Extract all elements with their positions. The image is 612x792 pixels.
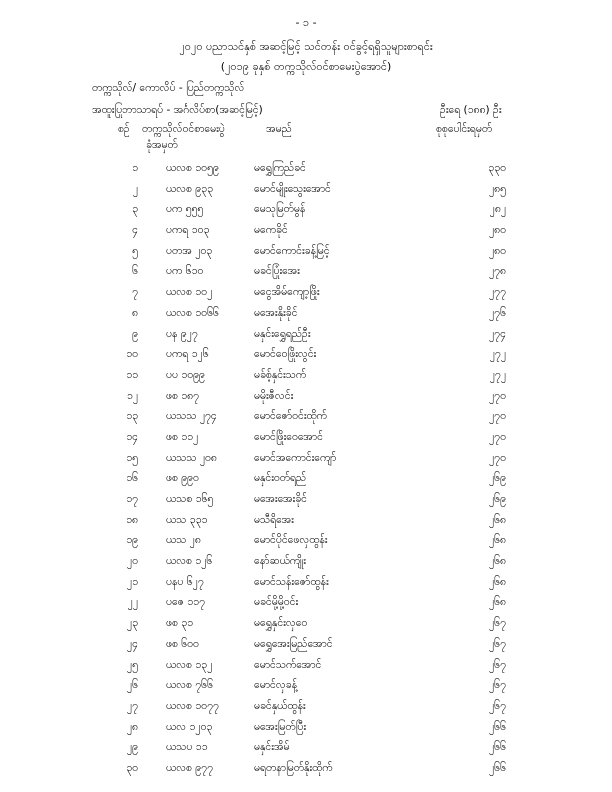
total-score: ၂၆၈ [488,513,506,526]
total-score: ၂၇၀ [489,451,506,464]
student-name: မသီရိအေး [254,513,294,526]
total-score: ၂၇၀ [489,389,506,402]
total-score: ၂၆၆ [489,761,506,774]
table-row [0,245,612,266]
row-number: ၆ [132,265,138,278]
roll-number: ပပ ၁၀၉၉ [166,368,205,381]
table-row [0,514,612,535]
row-number: ၂၇ [126,699,138,712]
total-score: ၂၇၀ [489,430,506,443]
row-number: ၇ [132,286,138,299]
roll-number: ယလစ ၇၆၆ [166,679,213,692]
roll-number: ဖစ ၁၈၇ [166,389,200,402]
student-name: မောင်သက်အောင် [254,658,322,671]
student-name: မောင်မျိုးသွေးအောင် [254,182,331,195]
table-row [0,555,612,576]
row-number: ၄ [132,224,138,237]
document-title: ၂၀၂၀ ပညာသင်နှစ် အဆင့်မြင့် သင်တန်း ဝင်ခွင့်ရရှိသူများစာရင်း [179,40,433,53]
roll-number: ပကရ ၁၂၆ [166,348,209,361]
total-score: ၂၇၇ [489,286,506,299]
roll-number: ပန ၉၂၇ [166,327,198,340]
student-name: မမိုးဇီလင်း [254,389,294,402]
table-row [0,328,612,349]
row-number: ၂၄ [126,637,138,650]
row-number: ၂ [132,182,138,195]
roll-number: ယသစ ၁၆၅ [166,493,214,505]
column-header-no: စဉ် [118,123,130,135]
row-number: ၂၀ [126,555,138,568]
table-row [0,659,612,680]
student-name: မရွှေနှင်းလှဝေ [254,617,308,630]
student-name: မောင်ပိုင်ဖေလှထွန်း [254,534,328,547]
student-name: မောင်ဝေဖြိုးလွင်း [254,348,317,361]
total-score: ၂၆၆ [489,720,506,733]
page-number: - ၁ - [295,16,317,29]
row-number: ၂၈ [126,720,138,733]
column-header-roll-sub: ခုံအမှတ် [146,139,178,151]
roll-number: ယသ ၂၈ [166,534,201,547]
table-row [0,617,612,638]
total-score: ၂၇၈ [488,265,506,278]
row-number: ၁၄ [126,430,138,443]
total-score: ၂၆၈ [488,534,506,547]
roll-number: ဖစ ၁၁၂ [166,430,199,443]
table-row [0,534,612,555]
roll-number: ပက ၅၅၅ [166,203,204,216]
roll-number: ယလစ ၁၀၂ [166,286,213,299]
total-score: ၂၆၇ [489,658,506,671]
roll-number: ယသ ၃၃၁ [166,513,208,526]
total-score: ၂၆၉ [489,493,506,505]
table-row [0,183,612,204]
table-row [0,700,612,721]
roll-number: ပက ၆၁၀ [166,265,204,278]
table-row [0,390,612,411]
table-row [0,162,612,183]
table-row [0,721,612,742]
total-score: ၂၆၉ [489,472,506,485]
roll-number: ယသပ ၁၁ [166,741,208,754]
student-name: မောင်ဖြိုးဝေအောင် [254,430,323,443]
results-table [0,162,612,783]
student-name: မခင်ပြုံးအေး [254,265,300,278]
student-name: မကေခိုင် [254,224,288,237]
total-score: ၂၈၀ [488,224,506,237]
student-name: မခ်စ့်နှင်းသက် [254,368,307,381]
total-score: ၂၇၀ [489,410,506,423]
document-subtitle: (၂၀၁၉ ခုနှစ် တက္ကသိုလ်ဝင်စာမေးပွဲအောင်) [220,60,392,73]
roll-number: ဖစ ၆၀၀ [166,637,199,650]
student-name: မနှင်းဝတ်ရည် [254,472,307,485]
student-name: မရွှေကြည်ခင် [254,162,306,174]
table-row [0,431,612,452]
student-name: မောင်ကောင်းခန့်မြင့် [254,244,330,257]
row-number: ၅ [132,244,138,257]
table-row [0,348,612,369]
total-score: ၂၆၆ [489,741,506,754]
table-row [0,741,612,762]
total-score: ၂၆၈ [488,575,506,588]
table-row [0,265,612,286]
total-score: ၃၃၀ [488,162,506,174]
student-name: နော်ဆယ်ကျိုး [254,555,306,568]
student-name: မအေးမြတ်ပြီး [254,720,306,733]
column-header-name: အမည် [266,123,292,135]
roll-number: ပကရ ၁၀၃ [166,224,210,237]
total-score: ၂၆၈ [488,596,506,609]
table-row [0,224,612,245]
row-number: ၁၈ [126,513,138,526]
row-number: ၁၃ [126,410,138,423]
column-header-score: စုစုပေါင်းရမှတ် [436,123,493,135]
table-row [0,679,612,700]
roll-number: ဖစ ၃၁ [166,617,194,630]
roll-number: ယလစ ၉၃၃ [166,182,213,195]
row-number: ၃၀ [126,761,138,774]
table-row [0,307,612,328]
student-name: မခင်နှယ်ထွန်း [254,699,306,712]
total-score: ၂၆၇ [489,617,506,630]
row-number: ၁၇ [126,493,138,505]
roll-number: ယလစ ၁၀၇၇ [166,699,219,712]
roll-number: ယလစ ၉၇၇ [166,761,213,774]
roll-number: ပနပ ၆၂၇ [166,575,204,588]
student-name: မရတနာမြတ်နိုးထိုက် [254,761,333,774]
total-score: ၂၈၂ [489,203,506,216]
row-number: ၈ [132,306,138,319]
roll-number: ယလစ ၁၂၆ [166,555,213,568]
row-number: ၂၃ [126,617,138,630]
total-score: ၂၇၆ [489,306,506,319]
roll-number: ယလစ ၁၀၅၉ [166,162,219,174]
row-number: ၉ [132,327,138,340]
student-name: မောင်လှခန့် [254,679,298,692]
roll-number: ယသသ ၂၇၄ [166,410,217,423]
total-score: ၂၆၇ [489,699,506,712]
student-name: မအေးနိုးခိုင် [254,306,298,319]
row-number: ၂၆ [126,679,138,692]
row-number: ၁၂ [126,389,138,402]
table-row [0,596,612,617]
total-score: ၂၇၄ [489,327,506,340]
table-row [0,286,612,307]
column-header-roll: တက္ကသိုလ်ဝင်စာမေးပွဲ [142,123,225,135]
student-name: မောင်အကောင်းကျော် [254,451,337,464]
total-score: ၂၇၂ [489,368,506,381]
total-score: ၂၇၂ [489,348,506,361]
table-row [0,638,612,659]
total-score: ၂၈၅ [488,182,506,195]
row-number: ၂၂ [127,596,138,609]
student-name: မောင်ဇော်ဝင်းထိုက် [254,410,327,423]
student-name: မအေးအေးခိုင် [254,493,307,505]
university-label: တက္ကသိုလ်/ ကောလိပ် - ပြည်တက္ကသိုလ် [92,82,245,94]
student-name: မောင်သန်းဇော်ထွန်း [254,575,329,588]
table-row [0,762,612,783]
student-name: မနှင်းအိမ် [254,741,290,754]
row-number: ၂၅ [126,658,138,671]
student-name: မေသုမြတ်မွန် [254,203,306,216]
total-score: ၂၆၇ [489,679,506,692]
cutoff-label: ဦးရေ (၁၈၈) ဦး [440,104,502,116]
row-number: ၂၁ [126,575,138,588]
student-name: မနှင်းရွှေရည်ဦး [254,327,311,340]
roll-number: ပတအ ၂၀၃ [166,244,213,257]
row-number: ၂၉ [126,741,138,754]
row-number: ၁၉ [126,534,138,547]
row-number: ၁၁ [126,368,138,381]
roll-number: ယလစ ၁၃၂ [166,658,213,671]
table-row [0,493,612,514]
row-number: ၁၆ [126,472,138,485]
subject-label: အထူးပြုဘာသာရပ် - အင်္ဂလိပ်စာ(အဆင့်မြင့်) [92,104,263,116]
roll-number: ဖစ ၉၉၀ [166,472,199,485]
student-name: မငွေအိမ်ကျော့ဖြိုး [254,286,320,299]
total-score: ၂၈၀ [488,244,506,257]
roll-number: ယလစ ၁၀၆၆ [166,306,219,319]
student-name: မခင်မို့မို့ဝင်း [254,596,299,609]
table-row [0,369,612,390]
table-row [0,472,612,493]
student-name: မရွှေအေးမြည်အောင် [254,637,333,650]
table-row [0,410,612,431]
roll-number: ပဇေ ၁၁၇ [166,596,205,609]
total-score: ၂၆၇ [489,637,506,650]
table-row [0,452,612,473]
row-number: ၃ [132,203,138,216]
row-number: ၁၀ [126,348,138,361]
table-row [0,203,612,224]
row-number: ၁၅ [126,451,138,464]
total-score: ၂၆၈ [488,555,506,568]
roll-number: ယလ ၁၂၀၃ [166,720,213,733]
row-number: ၁ [132,162,138,174]
table-row [0,576,612,597]
roll-number: ယသသ ၂၀၈ [166,451,217,464]
